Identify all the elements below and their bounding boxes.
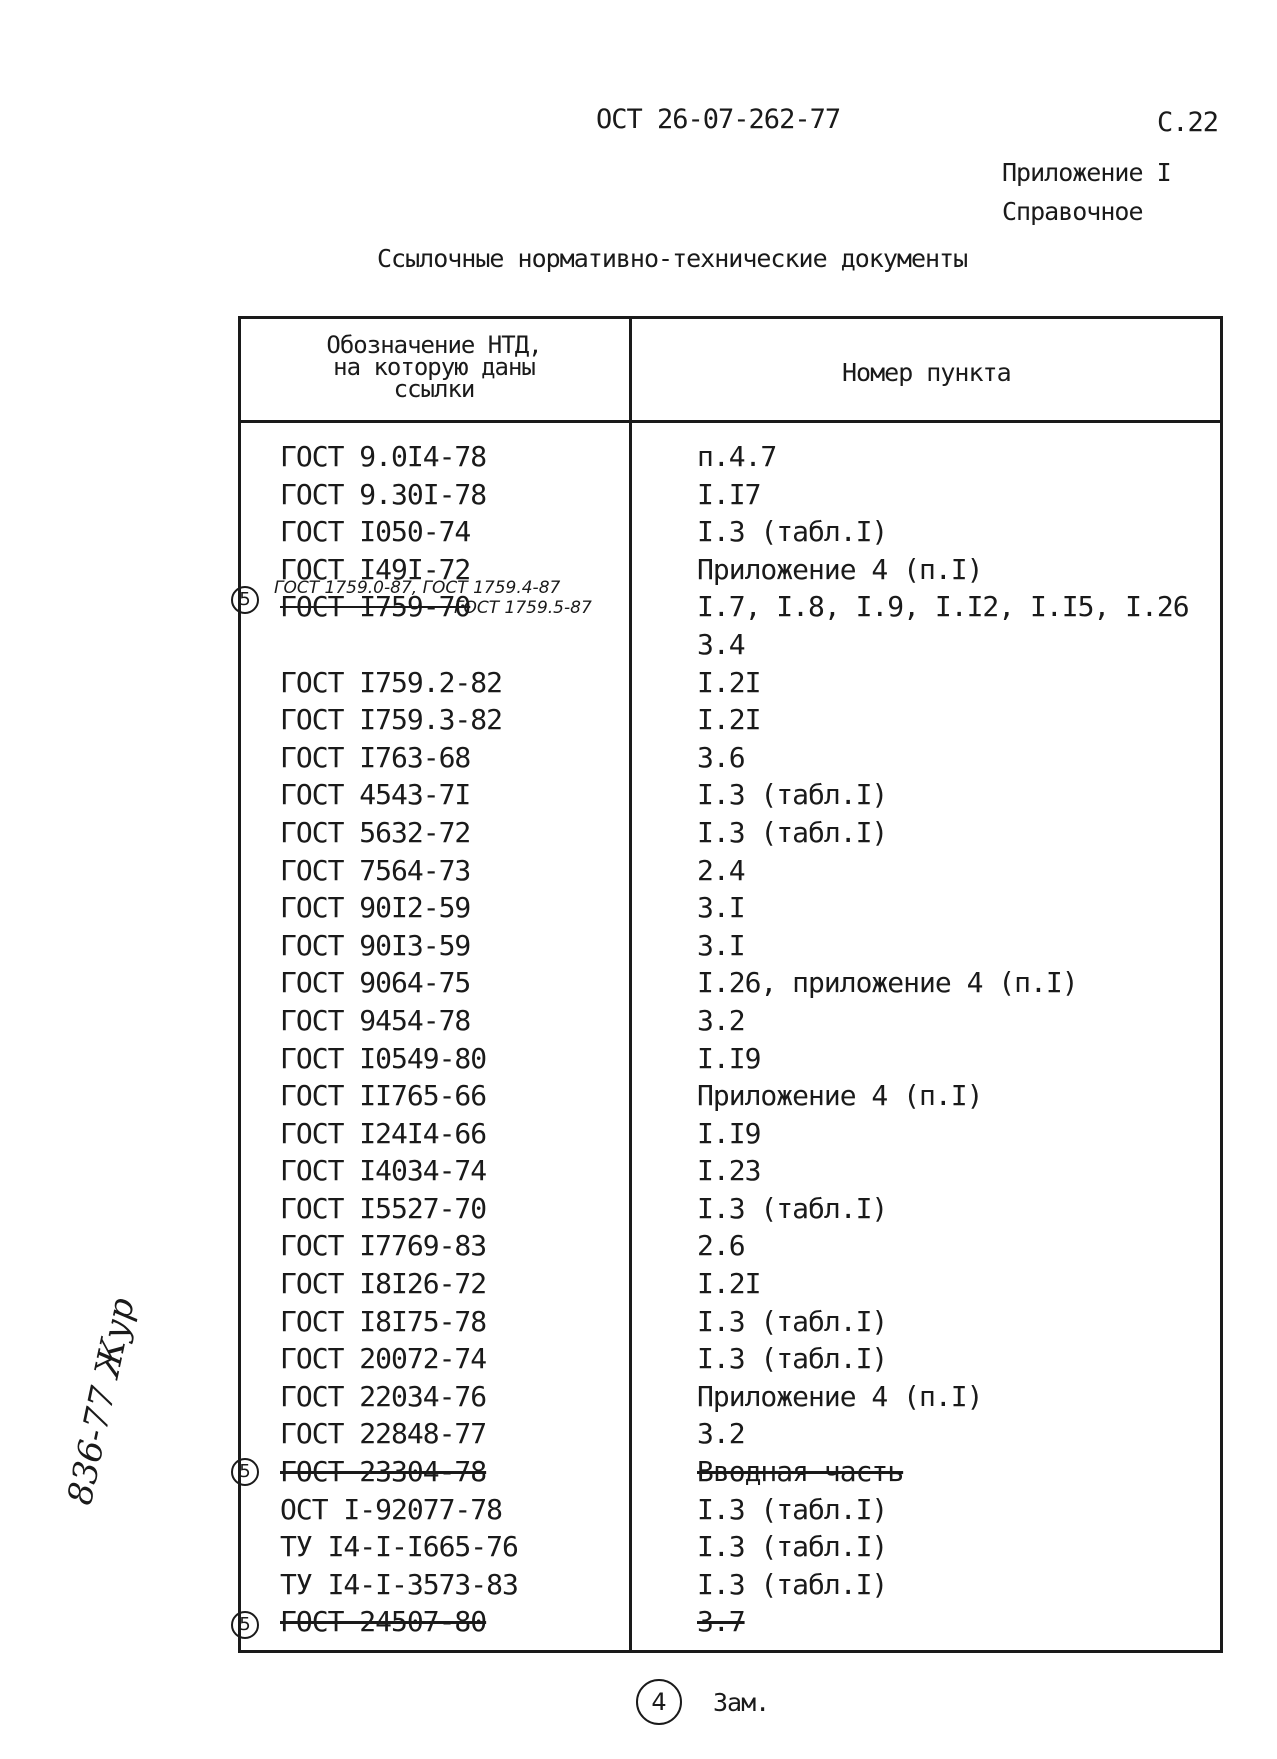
column-header-line: на которую даны bbox=[333, 353, 535, 381]
document-designation: ТУ I4-I-3573-83 bbox=[280, 1567, 518, 1601]
document-designation: ГОСТ I49I-72 bbox=[280, 552, 471, 586]
clause-number: I.I9 bbox=[697, 1041, 761, 1075]
amendment-line: ГОСТ 1759.0-87, ГОСТ 1759.4-87 bbox=[274, 578, 561, 598]
clause-number: I.3 (табл.I) bbox=[697, 1492, 888, 1526]
clause-number: I.26, приложение 4 (п.I) bbox=[697, 966, 1078, 1000]
table-row bbox=[0, 816, 1277, 854]
table-row bbox=[0, 1004, 1277, 1042]
table-row bbox=[0, 1042, 1277, 1080]
table-row bbox=[0, 854, 1277, 892]
table-row bbox=[0, 1079, 1277, 1117]
document-designation: ГОСТ 20072-74 bbox=[280, 1342, 487, 1376]
clause-number: 3.I bbox=[697, 928, 745, 962]
document-designation: ГОСТ 22034-76 bbox=[280, 1379, 487, 1413]
clause-number: I.7, I.8, I.9, I.I2, I.I5, I.26 bbox=[697, 590, 1189, 624]
clause-number: Приложение 4 (п.I) bbox=[697, 1079, 983, 1113]
document-designation: ГОСТ I759.3-82 bbox=[280, 703, 503, 737]
amendment-mark: 5 bbox=[231, 1458, 259, 1486]
table-row bbox=[0, 929, 1277, 967]
clause-number: 3.2 bbox=[697, 1003, 745, 1037]
document-designation: ГОСТ 9064-75 bbox=[280, 966, 471, 1000]
clause-number: I.3 (табл.I) bbox=[697, 1191, 888, 1225]
clause-number: Вводная часть bbox=[697, 1455, 904, 1489]
document-designation: ГОСТ 9454-78 bbox=[280, 1003, 471, 1037]
document-designation: ГОСТ I8I75-78 bbox=[280, 1304, 487, 1338]
clause-number: 2.6 bbox=[697, 1229, 745, 1263]
amendment-mark: 5 bbox=[231, 586, 259, 614]
column-header-clause: Номер пункта bbox=[842, 358, 1011, 387]
table-row bbox=[0, 778, 1277, 816]
table-row bbox=[0, 1192, 1277, 1230]
table-body bbox=[0, 440, 1277, 1643]
table-row bbox=[0, 1605, 1277, 1643]
document-designation: ГОСТ 4543-7I bbox=[280, 778, 471, 812]
document-designation: ГОСТ I24I4-66 bbox=[280, 1116, 487, 1150]
table-row bbox=[0, 966, 1277, 1004]
table-title: Ссылочные нормативно-технические документы bbox=[377, 244, 968, 273]
clause-number: I.3 (табл.I) bbox=[697, 515, 888, 549]
document-designation: ГОСТ I763-68 bbox=[280, 740, 471, 774]
table-row bbox=[0, 666, 1277, 704]
document-designation: ГОСТ 24507-80 bbox=[280, 1605, 487, 1639]
clause-number: 3.2 bbox=[697, 1417, 745, 1451]
document-designation: ГОСТ 5632-72 bbox=[280, 815, 471, 849]
clause-number: I.3 (табл.I) bbox=[697, 1567, 888, 1601]
clause-number: Приложение 4 (п.I) bbox=[697, 552, 983, 586]
page-number: С.22 bbox=[1157, 107, 1219, 138]
table-row bbox=[0, 590, 1277, 628]
table-row bbox=[0, 1455, 1277, 1493]
document-designation: ГОСТ 22848-77 bbox=[280, 1417, 487, 1451]
table-header-divider bbox=[238, 420, 1223, 423]
clause-number: I.3 (табл.I) bbox=[697, 778, 888, 812]
clause-number: I.3 (табл.I) bbox=[697, 815, 888, 849]
document-designation: ГОСТ I4034-74 bbox=[280, 1154, 487, 1188]
table-row bbox=[0, 1342, 1277, 1380]
table-row bbox=[0, 703, 1277, 741]
document-code: ОСТ 26-07-262-77 bbox=[596, 104, 841, 135]
clause-number: I.2I bbox=[697, 703, 761, 737]
column-header-document bbox=[244, 331, 624, 403]
document-designation: ГОСТ I7769-83 bbox=[280, 1229, 487, 1263]
document-designation: ГОСТ 7564-73 bbox=[280, 853, 471, 887]
clause-number: I.2I bbox=[697, 1267, 761, 1301]
table-row bbox=[0, 553, 1277, 591]
table-row bbox=[0, 1117, 1277, 1155]
document-designation: ГОСТ 23304-78 bbox=[280, 1455, 487, 1489]
margin-handwritten-note: 836-77 Жур bbox=[60, 1294, 143, 1509]
handwritten-amendment bbox=[274, 578, 592, 618]
table-row bbox=[0, 1380, 1277, 1418]
table-row bbox=[0, 891, 1277, 929]
change-number: 4 bbox=[636, 1679, 682, 1725]
amendment-mark: 5 bbox=[231, 1611, 259, 1639]
clause-number: I.I9 bbox=[697, 1116, 761, 1150]
document-designation: ГОСТ 90I3-59 bbox=[280, 928, 471, 962]
table-row bbox=[0, 1154, 1277, 1192]
clause-number: I.3 (табл.I) bbox=[697, 1304, 888, 1338]
document-designation: ГОСТ 90I2-59 bbox=[280, 891, 471, 925]
table-row bbox=[0, 1530, 1277, 1568]
table-row bbox=[0, 440, 1277, 478]
table-row bbox=[0, 1305, 1277, 1343]
table-row bbox=[0, 1568, 1277, 1606]
clause-number: I.I7 bbox=[697, 477, 761, 511]
table-row bbox=[0, 515, 1277, 553]
document-designation: ГОСТ I050-74 bbox=[280, 515, 471, 549]
table-row bbox=[0, 478, 1277, 516]
clause-number: I.2I bbox=[697, 665, 761, 699]
document-designation: ОСТ I-92077-78 bbox=[280, 1492, 503, 1526]
clause-number: Приложение 4 (п.I) bbox=[697, 1379, 983, 1413]
column-header-line: Обозначение НТД, bbox=[326, 331, 542, 359]
clause-number: 3.7 bbox=[697, 1605, 745, 1639]
clause-number: 3.4 bbox=[697, 627, 745, 661]
clause-number: 2.4 bbox=[697, 853, 745, 887]
document-designation: ГОСТ I0549-80 bbox=[280, 1041, 487, 1075]
table-row bbox=[0, 1417, 1277, 1455]
document-designation: ГОСТ 9.0I4-78 bbox=[280, 440, 487, 473]
clause-number: I.3 (табл.I) bbox=[697, 1530, 888, 1564]
document-designation: ГОСТ 9.30I-78 bbox=[280, 477, 487, 511]
clause-number: 3.I bbox=[697, 891, 745, 925]
document-designation: ГОСТ I5527-70 bbox=[280, 1191, 487, 1225]
amendment-line: ГОСТ 1759.5-87 bbox=[454, 598, 592, 618]
clause-number: I.23 bbox=[697, 1154, 761, 1188]
document-designation: ТУ I4-I-I665-76 bbox=[280, 1530, 518, 1564]
table-row bbox=[0, 628, 1277, 666]
table-row bbox=[0, 741, 1277, 779]
document-designation: ГОСТ II765-66 bbox=[280, 1079, 487, 1113]
column-header-line: ссылки bbox=[393, 375, 475, 403]
appendix-type: Справочное bbox=[1002, 197, 1143, 226]
table-row bbox=[0, 1267, 1277, 1305]
appendix-label: Приложение I bbox=[1002, 158, 1171, 187]
document-designation: ГОСТ I759.2-82 bbox=[280, 665, 503, 699]
document-designation: ГОСТ I759-70 bbox=[280, 590, 471, 624]
document-designation: ГОСТ I8I26-72 bbox=[280, 1267, 487, 1301]
clause-number: 3.6 bbox=[697, 740, 745, 774]
change-label: Зам. bbox=[713, 1688, 770, 1717]
table-row bbox=[0, 1493, 1277, 1531]
table-row bbox=[0, 1229, 1277, 1267]
clause-number: п.4.7 bbox=[697, 440, 777, 473]
clause-number: I.3 (табл.I) bbox=[697, 1342, 888, 1376]
